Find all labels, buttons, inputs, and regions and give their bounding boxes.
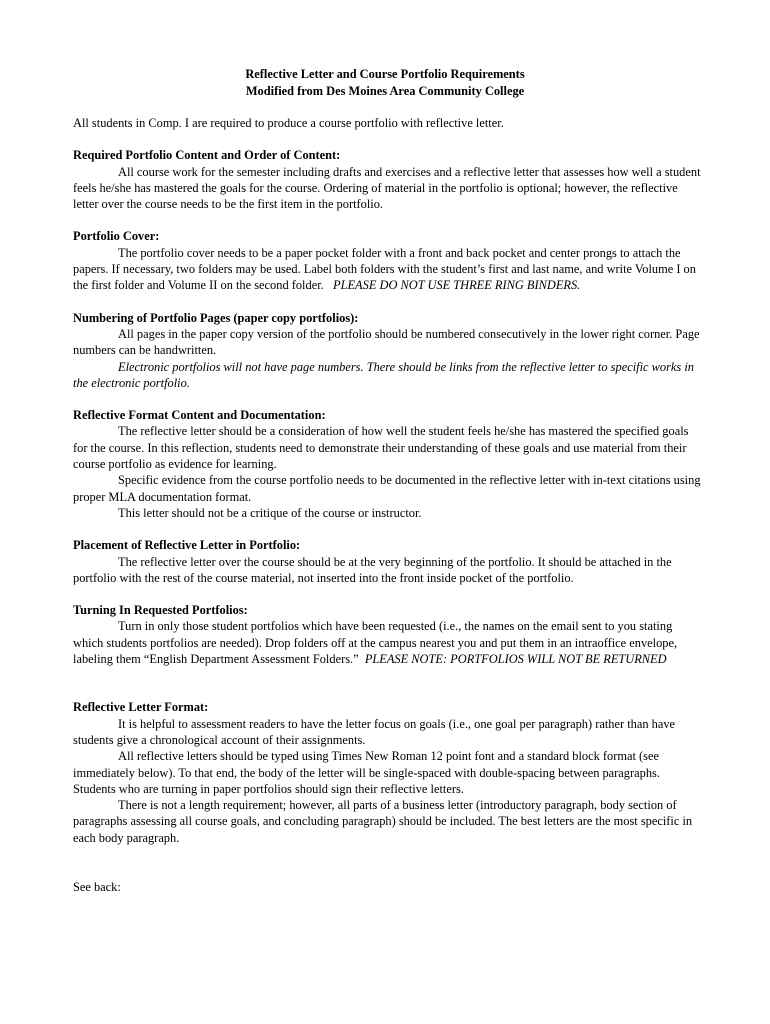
section-paragraph <box>73 245 701 294</box>
section-turning-in <box>73 602 701 667</box>
emphasis-text: PLEASE NOTE: PORTFOLIOS WILL NOT BE RETURNED <box>364 652 667 667</box>
section-required-content <box>73 147 701 212</box>
section-paragraph: It is helpful to assessment readers to have the letter focus on goals (i.e., one goal per paragraph) rather than have students give a chronological account of their assignments. <box>73 716 676 747</box>
section-paragraph: The reflective letter should be a consideration of how well the student feels he/she has mastered the specified goals for the course. In this reflection, students need to demonstrate their understanding of these goals and use material from their course portfolio as evidence for learning. <box>73 424 689 472</box>
section-reflective-format <box>73 407 701 521</box>
document-subtitle: Modified from Des Moines Area Community College <box>245 83 525 98</box>
section-paragraph: There is not a length requirement; however, all parts of a business letter (introductory paragraph, body section of paragraphs assessing all course goals, and concluding paragraph) should be included. The best letters are the most specific in each body paragraph. <box>73 798 693 845</box>
section-page-numbering <box>73 310 701 391</box>
section-paragraph: All reflective letters should be typed using Times New Roman 12 point font and a standard block format (see immediately below). To that end, the body of the letter will be single-spaced with double-spacing between paragraphs. Students who are turning in paper portfolios should sign their reflective letters. <box>73 749 660 796</box>
section-paragraph: This letter should not be a critique of the course or instructor. <box>118 505 422 520</box>
section-paragraph: Specific evidence from the course portfolio needs to be documented in the reflective letter with in-text citations using proper MLA documentation format. <box>73 473 701 504</box>
section-paragraph: All pages in the paper copy version of the portfolio should be numbered consecutively in the lower right corner. Page numbers can be handwritten. <box>73 326 700 358</box>
section-heading: Reflective Letter Format: <box>73 700 209 715</box>
section-letter-placement <box>73 537 701 586</box>
section-heading: Portfolio Cover: <box>73 229 160 244</box>
section-portfolio-cover <box>73 228 701 293</box>
section-paragraph <box>73 618 701 667</box>
section-heading: Required Portfolio Content and Order of Content: <box>73 148 341 163</box>
document-content <box>73 66 701 895</box>
section-heading: Numbering of Portfolio Pages (paper copy portfolios): <box>73 310 359 325</box>
intro-text: All students in Comp. I are required to produce a course portfolio with reflective letter. <box>73 116 504 130</box>
section-heading: Turning In Requested Portfolios: <box>73 603 248 618</box>
section-paragraph: All course work for the semester including drafts and exercises and a reflective letter that assesses how well a student feels he/she has mastered the goals for the course. Ordering of material in the portfolio is optional; however, the reflective letter over the course needs to be the first item in the portfolio. <box>73 164 701 212</box>
emphasis-text: PLEASE DO NOT USE THREE RING BINDERS. <box>333 278 581 293</box>
section-heading: Placement of Reflective Letter in Portfolio: <box>73 538 301 553</box>
paragraph-text: Turn in only those student portfolios which have been requested (i.e., the names on the email sent to you stating which students portfolios are needed). Drop folders off at the campus nearest you and put them in an intraoffice envelope, labeling them “English Department Assessment Folders.” <box>73 619 678 667</box>
italic-paragraph: Electronic portfolios will not have page numbers. There should be links from the reflective letter to specific works in the electronic portfolio. <box>73 359 694 390</box>
section-heading: Reflective Format Content and Documentation: <box>73 408 326 423</box>
document-title: Reflective Letter and Course Portfolio Requirements <box>245 67 525 81</box>
section-paragraph: The reflective letter over the course should be at the very beginning of the portfolio. It should be attached in the portfolio with the rest of the course material, not inserted into the front inside pocket of the portfolio. <box>73 554 672 585</box>
see-back-note: See back: <box>73 879 121 894</box>
section-letter-format <box>73 699 701 846</box>
paragraph-text: The portfolio cover needs to be a paper pocket folder with a front and back pocket and center prongs to attach the papers. If necessary, two folders may be used. Label both folders with the student’s first and last name, and write Volume I on the first folder and Volume II on the second folder. <box>73 245 696 293</box>
document-title-block <box>73 66 697 99</box>
